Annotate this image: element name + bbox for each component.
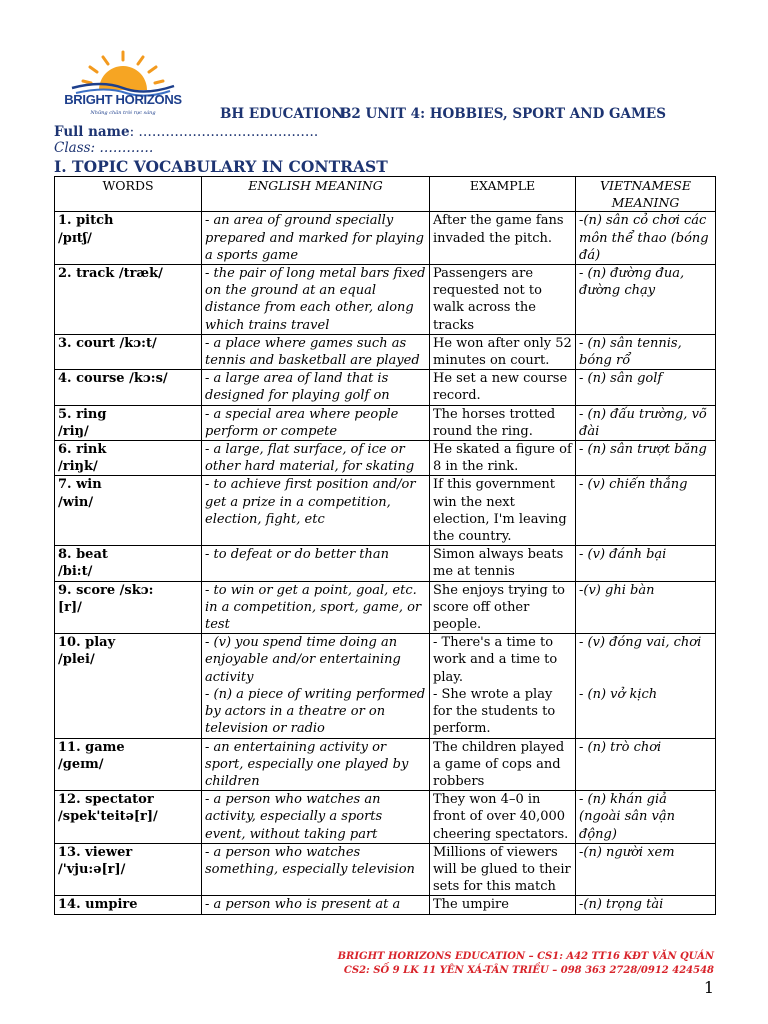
example-cell: He won after only 52 minutes on court. bbox=[430, 334, 576, 369]
english-meaning-cell: - an area of ground specially prepared and marked for playing a sports game bbox=[202, 212, 430, 265]
english-meaning-cell: - a place where games such as tennis and basketball are played bbox=[202, 334, 430, 369]
example-cell: He skated a figure of 8 in the rink. bbox=[430, 441, 576, 476]
table-row bbox=[55, 546, 716, 581]
logo-slogan: Những chân trời rực sáng bbox=[90, 110, 156, 116]
english-meaning-cell: - an entertaining activity or sport, especially one played by children bbox=[202, 738, 430, 791]
table-row bbox=[55, 581, 716, 634]
full-name-line bbox=[54, 124, 318, 140]
example-cell: Simon always beats me at tennis bbox=[430, 546, 576, 581]
vietnamese-meaning-cell: -(n) người xem bbox=[576, 843, 716, 896]
header-vietnamese-meaning: VIETNAMESE MEANING bbox=[576, 177, 716, 212]
word-cell: 5. ring /riŋ/ bbox=[55, 405, 202, 440]
english-meaning-cell: - a person who watches an activity, especially a sports event, without taking part bbox=[202, 791, 430, 844]
table-row bbox=[55, 738, 716, 791]
table-row bbox=[55, 634, 716, 738]
example-cell: The horses trotted round the ring. bbox=[430, 405, 576, 440]
class-line: Class: ………… bbox=[54, 140, 154, 156]
english-meaning-cell: - to defeat or do better than bbox=[202, 546, 430, 581]
section-title: I. TOPIC VOCABULARY IN CONTRAST bbox=[54, 157, 388, 176]
unit-title: B2 UNIT 4: HOBBIES, SPORT AND GAMES bbox=[340, 106, 666, 122]
word-cell: 14. umpire bbox=[55, 896, 202, 914]
table-row bbox=[55, 441, 716, 476]
word-cell: 1. pitch /pɪtʃ/ bbox=[55, 212, 202, 265]
example-cell: Passengers are requested not to walk across the tracks bbox=[430, 265, 576, 335]
word-cell: 4. course /kɔ:s/ bbox=[55, 370, 202, 405]
example-cell: He set a new course record. bbox=[430, 370, 576, 405]
full-name-label: Full name bbox=[54, 124, 130, 140]
example-cell: The children played a game of cops and robbers bbox=[430, 738, 576, 791]
word-cell: 12. spectator /spek'teitə[r]/ bbox=[55, 791, 202, 844]
vietnamese-meaning-cell: - (v) đánh bại bbox=[576, 546, 716, 581]
example-cell: If this government win the next election, I'm leaving the country. bbox=[430, 476, 576, 546]
example-cell: The umpire bbox=[430, 896, 576, 914]
english-meaning-cell: - the pair of long metal bars fixed on the ground at an equal distance from each other, along which trains travel bbox=[202, 265, 430, 335]
vocabulary-table bbox=[54, 176, 716, 915]
word-cell: 11. game /ɡeɪm/ bbox=[55, 738, 202, 791]
table-row bbox=[55, 370, 716, 405]
vietnamese-meaning-cell: - (n) đấu trường, võ đài bbox=[576, 405, 716, 440]
table-row bbox=[55, 265, 716, 335]
vietnamese-meaning-cell: - (n) sân tennis, bóng rổ bbox=[576, 334, 716, 369]
table-row bbox=[55, 843, 716, 896]
vietnamese-meaning-cell: - (n) sân golf bbox=[576, 370, 716, 405]
header-english-meaning: ENGLISH MEANING bbox=[202, 177, 430, 212]
logo-brand: BRIGHT HORIZONS bbox=[64, 92, 182, 107]
english-meaning-cell: - a person who watches something, especially television bbox=[202, 843, 430, 896]
vietnamese-meaning-cell: - (n) sân trượt băng bbox=[576, 441, 716, 476]
english-meaning-cell: - a person who is present at a bbox=[202, 896, 430, 914]
example-cell: Millions of viewers will be glued to their sets for this match bbox=[430, 843, 576, 896]
vietnamese-meaning-cell: -(n) trọng tài bbox=[576, 896, 716, 914]
page-number: 1 bbox=[703, 978, 714, 997]
table-row bbox=[55, 405, 716, 440]
word-cell: 9. score /skɔ: [r]/ bbox=[55, 581, 202, 634]
word-cell: 13. viewer /'vju:ə[r]/ bbox=[55, 843, 202, 896]
table-row bbox=[55, 896, 716, 914]
full-name-value: : …………………………………. bbox=[129, 124, 319, 140]
table-row bbox=[55, 476, 716, 546]
header-example: EXAMPLE bbox=[430, 177, 576, 212]
example-cell: They won 4–0 in front of over 40,000 cheering spectators. bbox=[430, 791, 576, 844]
table-row bbox=[55, 791, 716, 844]
org-name: BH EDUCATION bbox=[220, 106, 344, 122]
vietnamese-meaning-cell: - (n) trò chơi bbox=[576, 738, 716, 791]
english-meaning-cell: - a large, flat surface, of ice or other hard material, for skating bbox=[202, 441, 430, 476]
footer-line-2: CS2: SỐ 9 LK 11 YÊN XÁ-TÂN TRIỀU – 098 363 2728/0912 424548 bbox=[343, 965, 714, 976]
word-cell: 6. rink /riŋk/ bbox=[55, 441, 202, 476]
english-meaning-cell: - a large area of land that is designed for playing golf on bbox=[202, 370, 430, 405]
example-cell: After the game fans invaded the pitch. bbox=[430, 212, 576, 265]
word-cell: 3. court /kɔ:t/ bbox=[55, 334, 202, 369]
english-meaning-cell: - to achieve first position and/or get a prize in a competition, election, fight, etc bbox=[202, 476, 430, 546]
english-meaning-cell: - (v) you spend time doing an enjoyable and/or entertaining activity - (n) a piece of writing performed by actors in a theatre or on television or radio bbox=[202, 634, 430, 738]
logo bbox=[62, 50, 184, 126]
table-row bbox=[55, 334, 716, 369]
vietnamese-meaning-cell: -(n) sân cỏ chơi các môn thể thao (bóng đá) bbox=[576, 212, 716, 265]
vietnamese-meaning-cell: -(v) ghi bàn bbox=[576, 581, 716, 634]
example-cell: She enjoys trying to score off other people. bbox=[430, 581, 576, 634]
example-cell: - There's a time to work and a time to play. - She wrote a play for the students to perform. bbox=[430, 634, 576, 738]
vietnamese-meaning-cell: - (v) chiến thắng bbox=[576, 476, 716, 546]
word-cell: 8. beat /bi:t/ bbox=[55, 546, 202, 581]
vietnamese-meaning-cell: - (n) đường đua, đường chạy bbox=[576, 265, 716, 335]
word-cell: 10. play /plei/ bbox=[55, 634, 202, 738]
footer bbox=[338, 950, 714, 978]
footer-line-1: BRIGHT HORIZONS EDUCATION – CS1: A42 TT16 KĐT VĂN QUÁN bbox=[337, 951, 714, 962]
vietnamese-meaning-cell: - (n) khán giả (ngoài sân vận động) bbox=[576, 791, 716, 844]
table-row bbox=[55, 212, 716, 265]
word-cell: 2. track /træk/ bbox=[55, 265, 202, 335]
header-words: WORDS bbox=[55, 177, 202, 212]
english-meaning-cell: - to win or get a point, goal, etc. in a competition, sport, game, or test bbox=[202, 581, 430, 634]
word-cell: 7. win /win/ bbox=[55, 476, 202, 546]
english-meaning-cell: - a special area where people perform or compete bbox=[202, 405, 430, 440]
vietnamese-meaning-cell: - (v) đóng vai, chơi - (n) vở kịch bbox=[576, 634, 716, 738]
